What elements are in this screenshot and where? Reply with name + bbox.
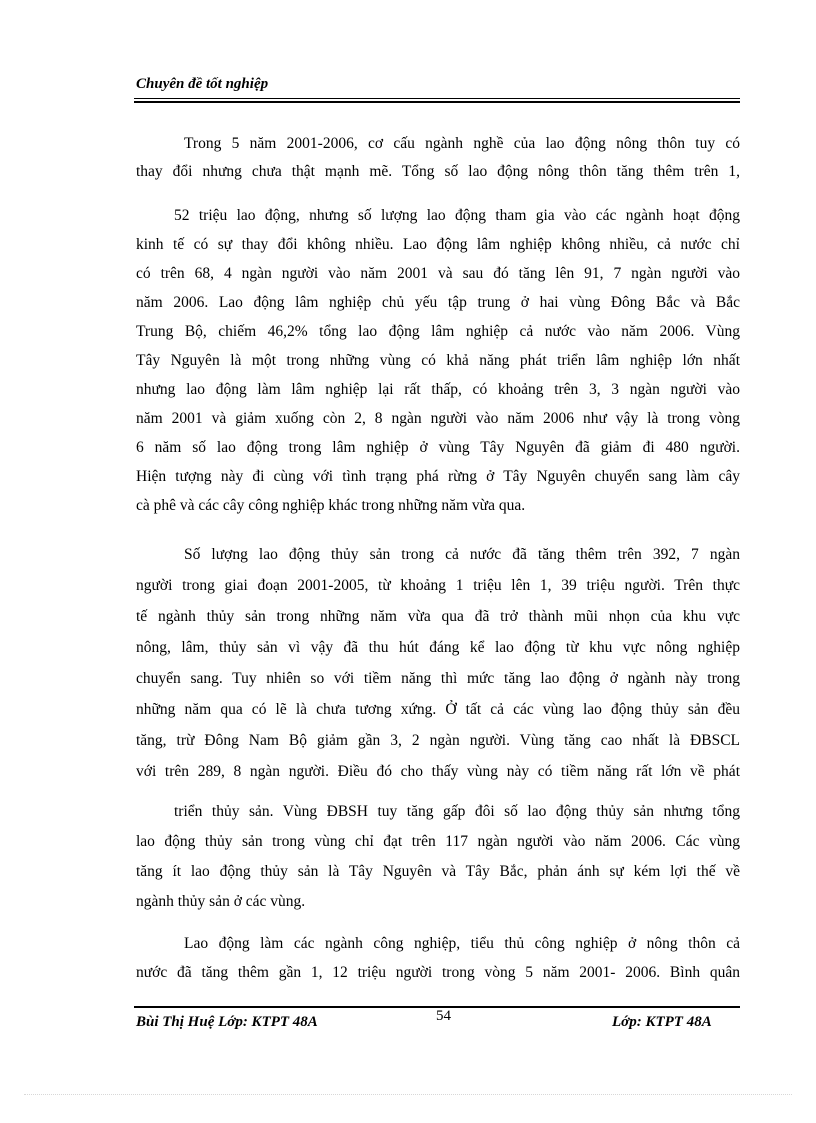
header-title: Chuyên đề tốt nghiệp bbox=[136, 76, 269, 92]
p5-line-2: nước đã tăng thêm gần 1, 12 triệu người trong vòng 5 năm 2001- 2006. Bình quân bbox=[136, 964, 740, 981]
footer-class: Lớp: KTPT 48A bbox=[612, 1014, 712, 1030]
p2-line-3: có trên 68, 4 ngàn người vào năm 2001 và sau đó tăng lên 91, 7 ngàn người vào bbox=[136, 265, 740, 282]
p1-line-1: Trong 5 năm 2001-2006, cơ cấu ngành nghề của lao động nông thôn tuy có bbox=[184, 135, 740, 152]
header-rule-thick bbox=[134, 101, 740, 103]
p4-line-2: lao động thủy sản trong vùng chỉ đạt trên 117 ngàn người vào năm 2006. Các vùng bbox=[136, 833, 740, 850]
p5-line-1: Lao động làm các ngành công nghiệp, tiểu thủ công nghiệp ở nông thôn cả bbox=[184, 935, 740, 952]
p2-line-4: năm 2006. Lao động lâm nghiệp chủ yếu tập trung ở hai vùng Đông Bắc và Bắc bbox=[136, 294, 740, 311]
p3-line-7: tăng, trừ Đông Nam Bộ giảm gần 3, 2 ngàn người. Vùng tăng cao nhất là ĐBSCL bbox=[136, 732, 740, 749]
p2-line-9: 6 năm số lao động trong lâm nghiệp ở vùng Tây Nguyên đã giảm đi 480 người. bbox=[136, 439, 740, 456]
p3-line-8: với trên 289, 8 ngàn người. Điều đó cho thấy vùng này có tiềm năng rất lớn về phát bbox=[136, 763, 740, 780]
p2-line-7: nhưng lao động làm lâm nghiệp lại rất thấp, có khoảng trên 3, 3 ngàn người vào bbox=[136, 381, 740, 398]
p2-line-11: cà phê và các cây công nghiệp khác trong những năm vừa qua. bbox=[136, 497, 526, 514]
p3-line-6: những năm qua có lẽ là chưa tương xứng. Ở tất cả các vùng lao động thủy sản đều bbox=[136, 701, 740, 718]
p2-line-6: Tây Nguyên là một trong những vùng có khả năng phát triển lâm nghiệp lớn nhất bbox=[136, 352, 740, 369]
p3-line-2: người trong giai đoạn 2001-2005, từ khoảng 1 triệu lên 1, 39 triệu người. Trên thực bbox=[136, 577, 740, 594]
footer-author: Bùi Thị Huệ Lớp: KTPT 48A bbox=[136, 1014, 318, 1030]
p4-line-4: ngành thủy sản ở các vùng. bbox=[136, 893, 306, 910]
p4-line-3: tăng ít lao động thủy sản là Tây Nguyên và Tây Bắc, phản ánh sự kém lợi thế về bbox=[136, 863, 740, 880]
p4-line-1: triển thủy sản. Vùng ĐBSH tuy tăng gấp đôi số lao động thủy sản nhưng tổng bbox=[174, 803, 740, 820]
header-rule-thin bbox=[134, 98, 740, 99]
p3-line-3: tế ngành thủy sản trong những năm vừa qua đã trở thành mũi nhọn của khu vực bbox=[136, 608, 740, 625]
p3-line-1: Số lượng lao động thủy sản trong cả nước đã tăng thêm trên 392, 7 ngàn bbox=[184, 546, 740, 563]
p3-line-4: nông, lâm, thủy sản vì vậy đã thu hút đáng kể lao động từ khu vực nông nghiệp bbox=[136, 639, 740, 656]
page-edge-divider bbox=[24, 1094, 792, 1095]
p2-line-2: kinh tế có sự thay đổi không nhiều. Lao động lâm nghiệp không nhiều, cả nước chỉ bbox=[136, 236, 740, 253]
p3-line-5: chuyển sang. Tuy nhiên so với tiềm năng thì mức tăng lao động ở ngành này trong bbox=[136, 670, 740, 687]
page-number: 54 bbox=[436, 1008, 451, 1024]
p1-line-2: thay đổi nhưng chưa thật mạnh mẽ. Tổng số lao động nông thôn tăng thêm trên 1, bbox=[136, 163, 740, 180]
p2-line-8: năm 2001 và giảm xuống còn 2, 8 ngàn người vào năm 2006 như vậy là trong vòng bbox=[136, 410, 740, 427]
p2-line-1: 52 triệu lao động, nhưng số lượng lao động tham gia vào các ngành hoạt động bbox=[174, 207, 740, 224]
p2-line-5: Trung Bộ, chiếm 46,2% tổng lao động lâm nghiệp cả nước vào năm 2006. Vùng bbox=[136, 323, 740, 340]
p2-line-10: Hiện tượng này đi cùng với tình trạng phá rừng ở Tây Nguyên chuyển sang làm cây bbox=[136, 468, 740, 485]
